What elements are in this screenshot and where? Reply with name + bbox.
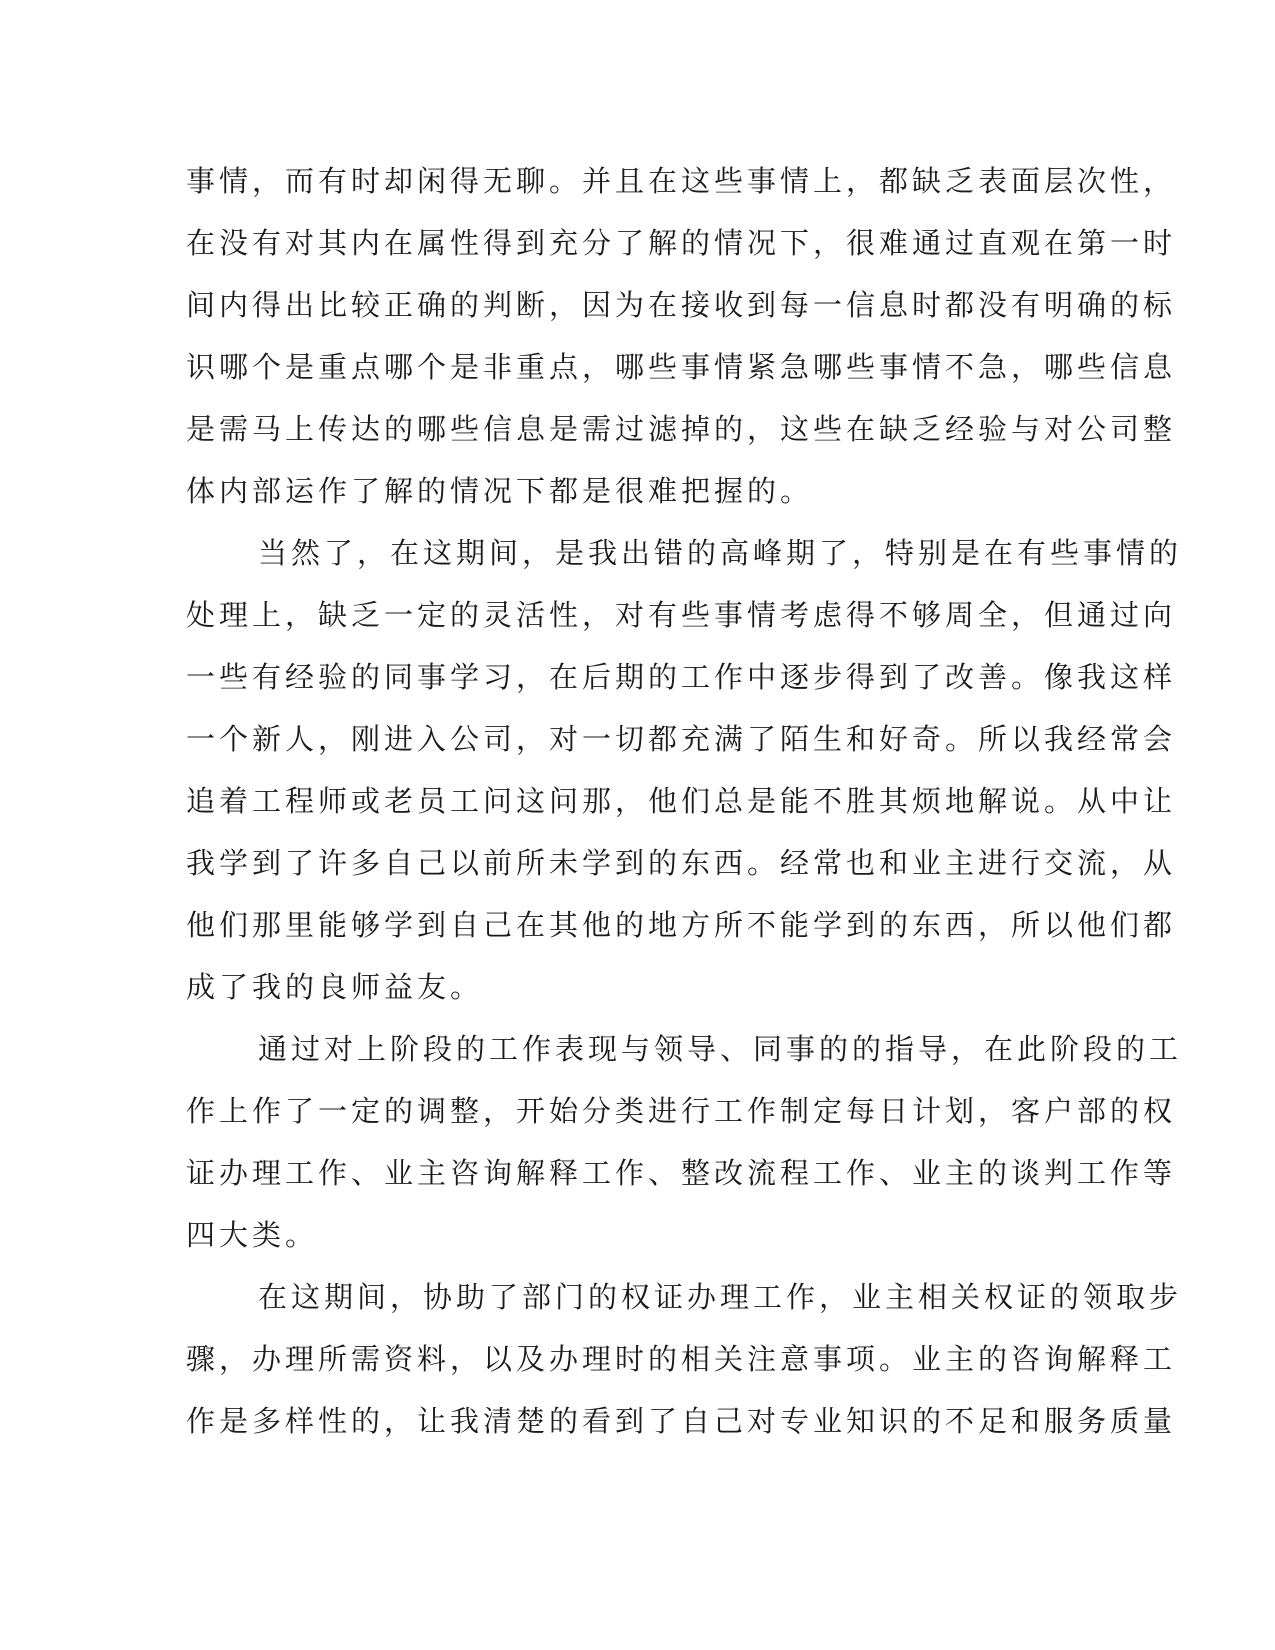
text-line: 当然了，在这期间，是我出错的高峰期了，特别是在有些事情的 [258, 536, 1183, 570]
text-line: 是需马上传达的哪些信息是需过滤掉的，这些在缺乏经验与对公司整 [186, 412, 1177, 446]
paragraph-3 [186, 1018, 1183, 1266]
text-line: 他们那里能够学到自己在其他的地方所不能学到的东西，所以他们都 [186, 908, 1177, 942]
text-line: 在这期间，协助了部门的权证办理工作，业主相关权证的领取步 [258, 1280, 1183, 1314]
text-line: 处理上，缺乏一定的灵活性，对有些事情考虑得不够周全，但通过向 [186, 598, 1177, 632]
text-line: 一个新人，刚进入公司，对一切都充满了陌生和好奇。所以我经常会 [186, 722, 1177, 756]
text-line: 证办理工作、业主咨询解释工作、整改流程工作、业主的谈判工作等 [186, 1156, 1177, 1190]
text-line: 体内部运作了解的情况下都是很难把握的。 [186, 474, 814, 508]
text-line: 骤，办理所需资料，以及办理时的相关注意事项。业主的咨询解释工 [186, 1342, 1177, 1376]
paragraph-1 [186, 150, 1177, 522]
text-line: 四大类。 [186, 1218, 319, 1252]
paragraph-4 [186, 1266, 1183, 1452]
text-line: 识哪个是重点哪个是非重点，哪些事情紧急哪些事情不急，哪些信息 [186, 350, 1177, 384]
text-line: 追着工程师或老员工问这问那，他们总是能不胜其烦地解说。从中让 [186, 784, 1177, 818]
text-line: 成了我的良师益友。 [186, 970, 484, 1004]
paragraph-2 [186, 522, 1183, 1018]
text-line: 一些有经验的同事学习，在后期的工作中逐步得到了改善。像我这样 [186, 660, 1177, 694]
text-line: 我学到了许多自己以前所未学到的东西。经常也和业主进行交流，从 [186, 846, 1177, 880]
document-body [186, 150, 1183, 1452]
text-line: 作是多样性的，让我清楚的看到了自己对专业知识的不足和服务质量 [186, 1404, 1177, 1438]
text-line: 在没有对其内在属性得到充分了解的情况下，很难通过直观在第一时 [186, 226, 1177, 260]
text-line: 事情，而有时却闲得无聊。并且在这些事情上，都缺乏表面层次性， [186, 164, 1177, 198]
text-line: 作上作了一定的调整，开始分类进行工作制定每日计划，客户部的权 [186, 1094, 1177, 1128]
text-line: 通过对上阶段的工作表现与领导、同事的的指导，在此阶段的工 [258, 1032, 1183, 1066]
text-line: 间内得出比较正确的判断，因为在接收到每一信息时都没有明确的标 [186, 288, 1177, 322]
